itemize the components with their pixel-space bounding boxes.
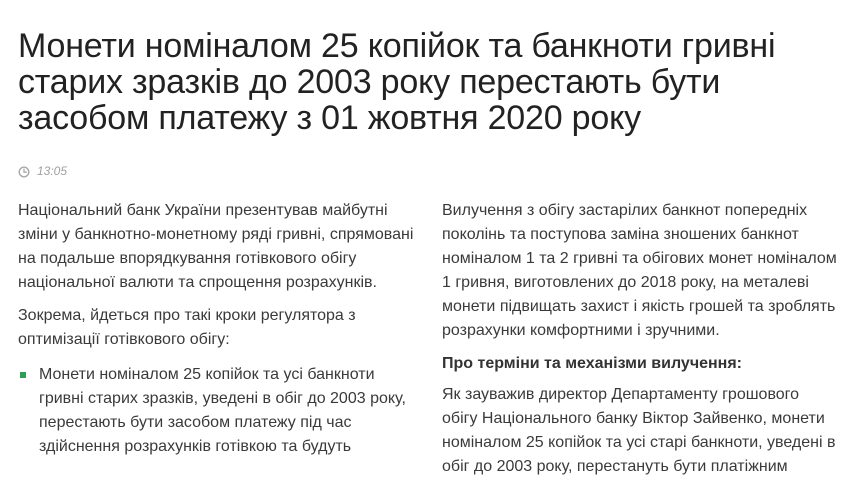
publish-time: 13:05: [37, 164, 68, 178]
intro-paragraph: Національний банк України презентував майбутні зміни у банкнотно-монетному ряді гривні, спрямовані на подальше впорядкування готівкового обігу національної валюти та спрощення розрахунків.: [18, 202, 414, 291]
article-meta: [18, 163, 67, 179]
right-column: [442, 199, 838, 488]
left-column: [18, 199, 414, 459]
article-title: Монети номіналом 25 копійок та банкноти гривні старих зразків до 2003 року перестають бути засобом платежу з 01 жовтня 2020 року: [18, 27, 776, 137]
square-bullet-icon: [20, 372, 26, 378]
steps-list: [18, 363, 414, 459]
clock-icon: [18, 165, 30, 177]
list-item-text: Монети номіналом 25 копійок та усі банкноти гривні старих зразків, уведені в обіг до 2003 року, перестають бути засобом платежу під час здійснення розрахунків готівкою та будуть: [39, 366, 406, 455]
steps-intro-paragraph: Зокрема, йдеться про такі кроки регулятора з оптимізації готівкового обігу:: [18, 307, 356, 348]
list-item: [18, 363, 414, 459]
withdrawal-paragraph: Вилучення з обігу застарілих банкнот попередніх поколінь та поступова заміна зношених банкнот номіналом 1 та 2 гривні та обігових монет номіналом 1 гривня, виготовлених до 2018 року, на металеві монети підвищать захист і якість грошей та зроблять розрахунки комфортними і зручними.: [442, 202, 837, 339]
director-quote-paragraph: Як зауважив директор Департаменту грошового обігу Національного банку Віктор Зайвенко, монети номіналом 25 копійок та усі старі банкноти, уведені в обіг до 2003 року, перестануть бути платіжним: [442, 386, 836, 475]
news-article: [18, 0, 838, 494]
terms-subheading: Про терміни та механізми вилучення:: [442, 355, 742, 372]
